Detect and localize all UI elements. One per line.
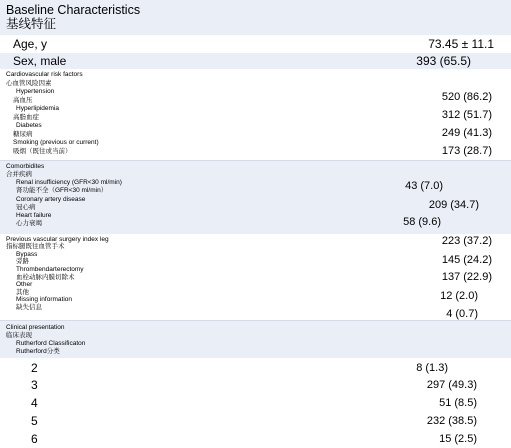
prev-missing-value: 4 (0.7): [446, 308, 478, 320]
grade-label: 3: [31, 378, 38, 392]
comorb-hf-en: Heart failure: [16, 212, 52, 219]
prev-bypass-cn: 旁路: [16, 258, 29, 265]
cv-diabetes-en: Diabetes: [16, 122, 42, 129]
comorb-hf-cn: 心力衰竭: [16, 220, 42, 227]
prev-thromb-cn: 血栓动脉内膜切除术: [16, 274, 75, 281]
grade-row: [0, 394, 511, 412]
comorb-header-cn: 合并疾病: [6, 171, 32, 178]
comorb-renal-value: 43 (7.0): [405, 180, 443, 192]
cv-diabetes-value: 249 (41.3): [441, 127, 492, 139]
sex-label: Sex, male: [13, 54, 67, 68]
prev-surgery-section: [0, 234, 511, 320]
cv-smoking-en: Smoking (previous or current): [13, 139, 99, 146]
sex-row: [0, 53, 511, 69]
grade-row: [0, 376, 511, 394]
comorbidities-section: [0, 161, 511, 234]
grade-value: 15 (2.5): [439, 433, 477, 445]
grade-label: 5: [31, 414, 38, 428]
clin-header-en: Clinical presentation: [6, 324, 65, 331]
grade-value: 51 (8.5): [439, 397, 477, 409]
clin-header-cn: 临床表现: [6, 332, 32, 339]
age-label: Age, y: [13, 37, 48, 51]
cv-hypertension-en: Hypertension: [16, 88, 55, 95]
comorb-cad-value: 209 (34.7): [428, 199, 479, 211]
grade-row: [0, 412, 511, 430]
grade-label: 4: [31, 396, 38, 410]
prev-thromb-value: 137 (22.9): [441, 271, 492, 283]
prev-other-cn: 其他: [16, 289, 29, 296]
comorb-cad-en: Coronary artery disease: [16, 196, 86, 203]
prev-thromb-en: Thrombendarterectomy: [16, 266, 84, 273]
age-row: [0, 35, 511, 53]
cv-diabetes-cn: 糖尿病: [13, 131, 33, 138]
age-value: 73.45 ± 11.1: [428, 37, 494, 51]
prev-missing-en: Missing information: [16, 296, 72, 303]
cv-hypertension-value: 520 (86.2): [441, 91, 492, 103]
cv-smoking-cn: 吸烟（既往或当前）: [13, 148, 72, 155]
cv-hyperlipidemia-en: Hyperlipidemia: [16, 105, 59, 112]
grade-value: 297 (49.3): [426, 379, 477, 391]
cv-hyperlipidemia-value: 312 (51.7): [441, 109, 492, 121]
title-row: [0, 0, 511, 35]
prev-missing-cn: 缺失信息: [16, 304, 42, 311]
title-en: Baseline Characteristics: [6, 3, 141, 17]
grade-row: [0, 358, 511, 376]
cv-hypertension-cn: 高血压: [13, 97, 33, 104]
prev-header-cn: 指标腿既往血管手术: [6, 243, 65, 250]
clin-ruth-cn: Rutherford分类: [16, 348, 60, 355]
cv-smoking-value: 173 (28.7): [441, 145, 492, 157]
prev-other-value: 12 (2.0): [440, 290, 478, 302]
cv-header-en: Cardiovascular risk factors: [6, 71, 83, 78]
prev-bypass-value: 145 (24.2): [441, 254, 492, 266]
comorb-header-en: Comorbidites: [6, 163, 45, 170]
clinical-section: [0, 321, 511, 358]
grade-row: [0, 430, 511, 448]
sex-value: 393 (65.5): [416, 54, 471, 68]
grade-value: 232 (38.5): [426, 415, 477, 427]
comorb-renal-cn: 肾功能不全（GFR<30 ml/min）: [16, 187, 108, 194]
prev-other-en: Other: [16, 281, 33, 288]
cv-section: [0, 69, 511, 160]
comorb-renal-en: Renal insufficiency (GFR<30 ml/min): [16, 179, 122, 186]
prev-bypass-en: Bypass: [16, 251, 38, 258]
cv-header-cn: 心血管风险因素: [6, 80, 52, 87]
title-cn: 基线特征: [6, 17, 57, 31]
clin-ruth-en: Rutherford Classificaton: [16, 340, 86, 347]
prev-header-en: Previous vascular surgery index leg: [6, 236, 109, 243]
grade-value: 8 (1.3): [416, 362, 448, 374]
grade-label: 6: [31, 432, 38, 446]
comorb-hf-value: 58 (9.6): [403, 216, 441, 228]
grade-label: 2: [31, 361, 38, 375]
prev-header-value: 223 (37.2): [441, 235, 492, 247]
cv-hyperlipidemia-cn: 高脂血症: [13, 114, 39, 121]
comorb-cad-cn: 冠心病: [16, 204, 36, 211]
